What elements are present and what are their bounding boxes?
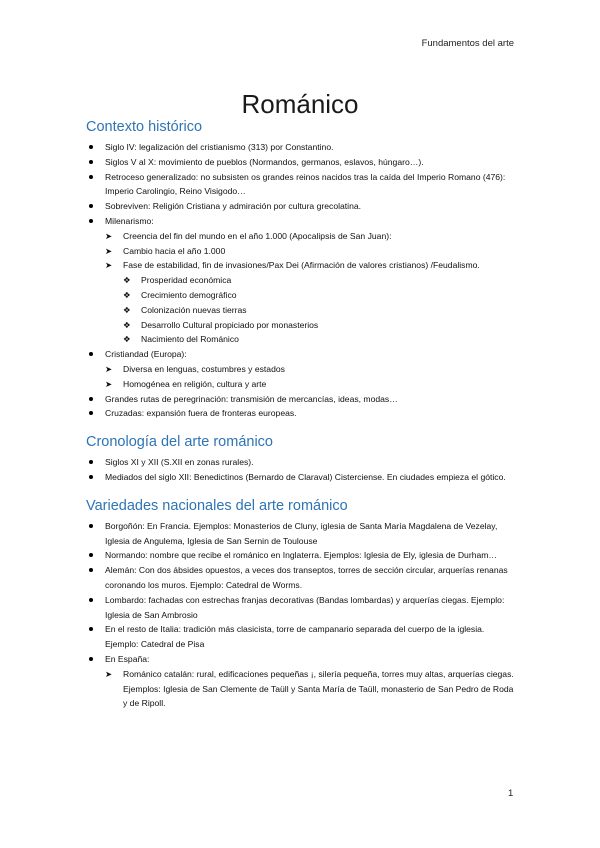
- list-item: [86, 347, 518, 391]
- section-variedades-nacionales: [86, 497, 518, 711]
- page-header: Fundamentos del arte: [421, 38, 514, 49]
- list-item: Mediados del siglo XII: Benedictinos (Bernardo de Claraval) Cisterciense. En ciudades empieza el gótico.: [86, 470, 518, 485]
- list-item: Sobreviven: Religión Cristiana y admiración por cultura grecolatina.: [86, 199, 518, 214]
- list-item: Siglos V al X: movimiento de pueblos (Normandos, germanos, eslavos, húngaro…).: [86, 155, 518, 170]
- sub-sub-list-item: ❖ Prosperidad económica: [123, 273, 518, 288]
- list-item: Normando: nombre que recibe el románico en Inglaterra. Ejemplos: Iglesia de Ely, iglesia de Durham…: [86, 548, 518, 563]
- section-heading: Cronología del arte románico: [86, 434, 273, 451]
- section-contexto-historico: [86, 118, 518, 421]
- sub-list-item-text: Fase de estabilidad, fin de invasiones/Pax Dei (Afirmación de valores cristianos) /Feudalismo.: [123, 260, 480, 271]
- bullet-list: [86, 519, 518, 711]
- sub-list-item: ➤ Románico catalán: rural, edificaciones pequeñas ¡, silería pequeña, torres muy altas, arquerías ciegas. Ejemplos: Iglesia de San Clemente de Taüll y Santa María de Taüll, monasterio de San Pedro de Roda y de Ripoll.: [105, 667, 518, 711]
- bullet-list: [86, 455, 518, 485]
- sub-list-item: ➤ Diversa en lenguas, costumbres y estados: [105, 362, 518, 377]
- list-item: [86, 652, 518, 711]
- list-item: Retroceso generalizado: no subsisten os grandes reinos nacidos tras la caída del Imperio Romano (476): Imperio Carolingio, Reino Visigodo…: [86, 170, 518, 200]
- section-heading: Variedades nacionales del arte románico: [86, 497, 348, 514]
- sub-sub-list: [123, 273, 518, 347]
- list-item-text: Cristiandad (Europa):: [105, 349, 187, 360]
- sub-list-item: ➤ Creencia del fin del mundo en el año 1.000 (Apocalipsis de San Juan):: [105, 229, 518, 244]
- list-item-text: Milenarismo:: [105, 215, 154, 226]
- list-item: [86, 214, 518, 347]
- list-item: Cruzadas: expansión fuera de fronteras europeas.: [86, 406, 518, 421]
- sub-sub-list-item: ❖ Nacimiento del Románico: [123, 332, 518, 347]
- sub-sub-list-item: ❖ Colonización nuevas tierras: [123, 303, 518, 318]
- list-item: Borgoñón: En Francia. Ejemplos: Monasterios de Cluny, iglesia de Santa María Magdalena de Vezelay, Iglesia de Angulema, Iglesia de San Sernin de Toulouse: [86, 519, 518, 549]
- list-item: Grandes rutas de peregrinación: transmisión de mercancías, ideas, modas…: [86, 392, 518, 407]
- sub-sub-list-item: ❖ Desarrollo Cultural propiciado por monasterios: [123, 318, 518, 333]
- page-number: 1: [508, 788, 514, 799]
- sub-list-item: ➤ Homogénea en religión, cultura y arte: [105, 377, 518, 392]
- bullet-list: [86, 140, 518, 421]
- page-title: Románico: [241, 89, 359, 120]
- list-item: Alemán: Con dos ábsides opuestos, a veces dos transeptos, torres de sección circular, arquerías renanas coronando los muros. Ejemplo: Catedral de Worms.: [86, 563, 518, 593]
- list-item-text: En España:: [105, 653, 150, 664]
- list-item: En el resto de Italia: tradición más clasicista, torre de campanario separada del cuerpo de la iglesia. Ejemplo: Catedral de Pisa: [86, 622, 518, 652]
- sub-list-item: [105, 258, 518, 347]
- list-item: Siglos XI y XII (S.XII en zonas rurales).: [86, 455, 518, 470]
- section-cronologia: [86, 433, 518, 485]
- list-item: Siglo IV: legalización del cristianismo (313) por Constantino.: [86, 140, 518, 155]
- sub-list-item: ➤ Cambio hacia el año 1.000: [105, 244, 518, 259]
- sub-sub-list-item: ❖ Crecimiento demográfico: [123, 288, 518, 303]
- sub-list: [105, 667, 518, 711]
- document-body: [86, 118, 518, 711]
- section-heading: Contexto histórico: [86, 119, 203, 135]
- sub-list: [105, 229, 518, 347]
- list-item: Lombardo: fachadas con estrechas franjas decorativas (Bandas lombardas) y arquerías ciegas. Ejemplo: Iglesia de San Ambrosio: [86, 593, 518, 623]
- sub-list: [105, 362, 518, 392]
